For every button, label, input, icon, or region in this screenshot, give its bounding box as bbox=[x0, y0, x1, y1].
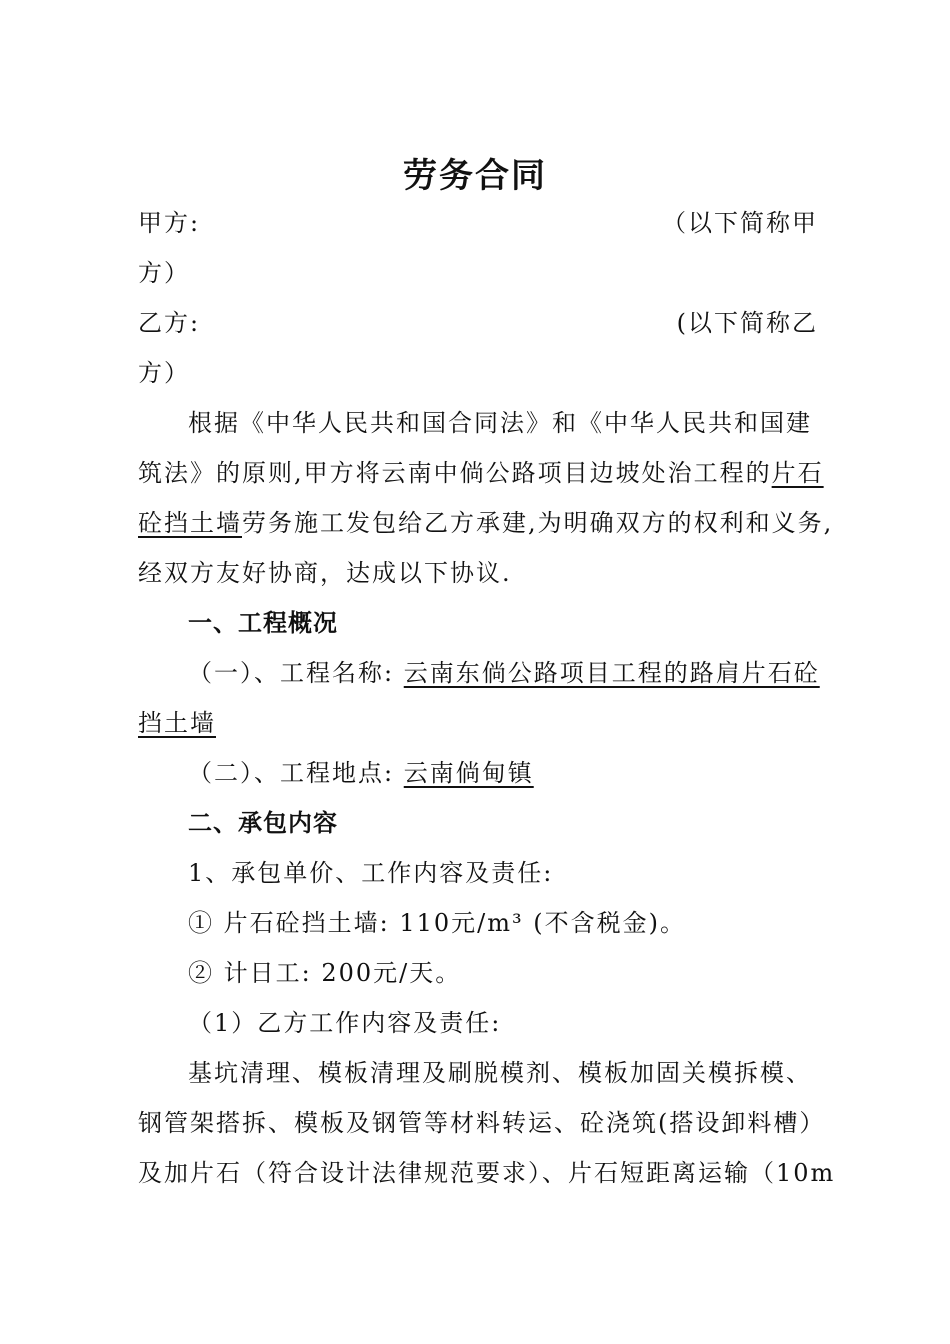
intro-line-1 bbox=[138, 406, 818, 440]
intro-underlined-1: 片石 bbox=[771, 459, 824, 487]
contract-sub-2: （1）乙方工作内容及责任: bbox=[188, 1009, 502, 1037]
intro-text-4: 经双方友好协商，达成以下协议. bbox=[138, 559, 512, 587]
party-b-suffix-cont: 方） bbox=[138, 359, 190, 387]
work-text-2: 钢管架搭拆、模板及钢管等材料转运、砼浇筑(搭设卸料槽） bbox=[138, 1109, 826, 1137]
price-2: ② 计日工: 200元/天。 bbox=[188, 959, 462, 987]
section-1-heading-line bbox=[138, 606, 818, 640]
price-1-line bbox=[138, 906, 818, 940]
project-name-value-cont: 挡土墙 bbox=[138, 709, 216, 737]
project-name-line bbox=[138, 656, 818, 690]
intro-line-4 bbox=[138, 556, 818, 590]
section-2-heading: 二、承包内容 bbox=[188, 809, 338, 837]
party-a-suffix-cont: 方） bbox=[138, 259, 190, 287]
work-line-2 bbox=[138, 1106, 826, 1140]
project-location-label: （二）、工程地点: bbox=[188, 759, 395, 787]
intro-text-2: 筑法》的原则,甲方将云南中倘公路项目边坡处治工程的 bbox=[138, 459, 772, 487]
intro-line-3 bbox=[138, 506, 834, 540]
intro-text-3: 劳务施工发包给乙方承建,为明确双方的权利和义务, bbox=[242, 509, 834, 537]
party-a-line bbox=[138, 206, 818, 240]
contract-sub-1: 1、承包单价、工作内容及责任: bbox=[188, 859, 554, 887]
contract-sub-1-line bbox=[138, 856, 818, 890]
project-name-value: 云南东倘公路项目工程的路肩片石砼 bbox=[403, 659, 820, 687]
work-text-3: 及加片石（符合设计法律规范要求）、片石短距离运输（10m bbox=[138, 1159, 836, 1187]
work-line-3 bbox=[138, 1156, 836, 1190]
party-a-line-2 bbox=[138, 256, 818, 290]
intro-text-1: 根据《中华人民共和国合同法》和《中华人民共和国建 bbox=[188, 409, 812, 437]
section-1-heading: 一、工程概况 bbox=[188, 609, 338, 637]
work-line-1 bbox=[138, 1056, 818, 1090]
intro-underlined-2: 砼挡土墙 bbox=[138, 509, 242, 537]
document-title: 劳务合同 bbox=[403, 156, 547, 196]
contract-sub-2-line bbox=[138, 1006, 818, 1040]
project-location-line bbox=[138, 756, 818, 790]
project-name-line-2 bbox=[138, 706, 818, 740]
section-2-heading-line bbox=[138, 806, 818, 840]
project-location-value: 云南倘甸镇 bbox=[403, 759, 534, 787]
party-a-suffix: （以下简称甲 bbox=[662, 209, 818, 237]
intro-line-2 bbox=[138, 456, 824, 490]
work-text-1: 基坑清理、模板清理及刷脱模剂、模板加固关模拆模、 bbox=[188, 1059, 812, 1087]
party-b-label: 乙方: bbox=[138, 309, 201, 337]
party-b-suffix: (以下简称乙 bbox=[676, 309, 818, 337]
price-1: ① 片石砼挡土墙: 110元/m³ (不含税金)。 bbox=[188, 909, 686, 937]
party-b-line bbox=[138, 306, 818, 340]
price-2-line bbox=[138, 956, 818, 990]
party-b-line-2 bbox=[138, 356, 818, 390]
party-a-label: 甲方: bbox=[138, 209, 201, 237]
project-name-label: （一）、工程名称: bbox=[188, 659, 395, 687]
